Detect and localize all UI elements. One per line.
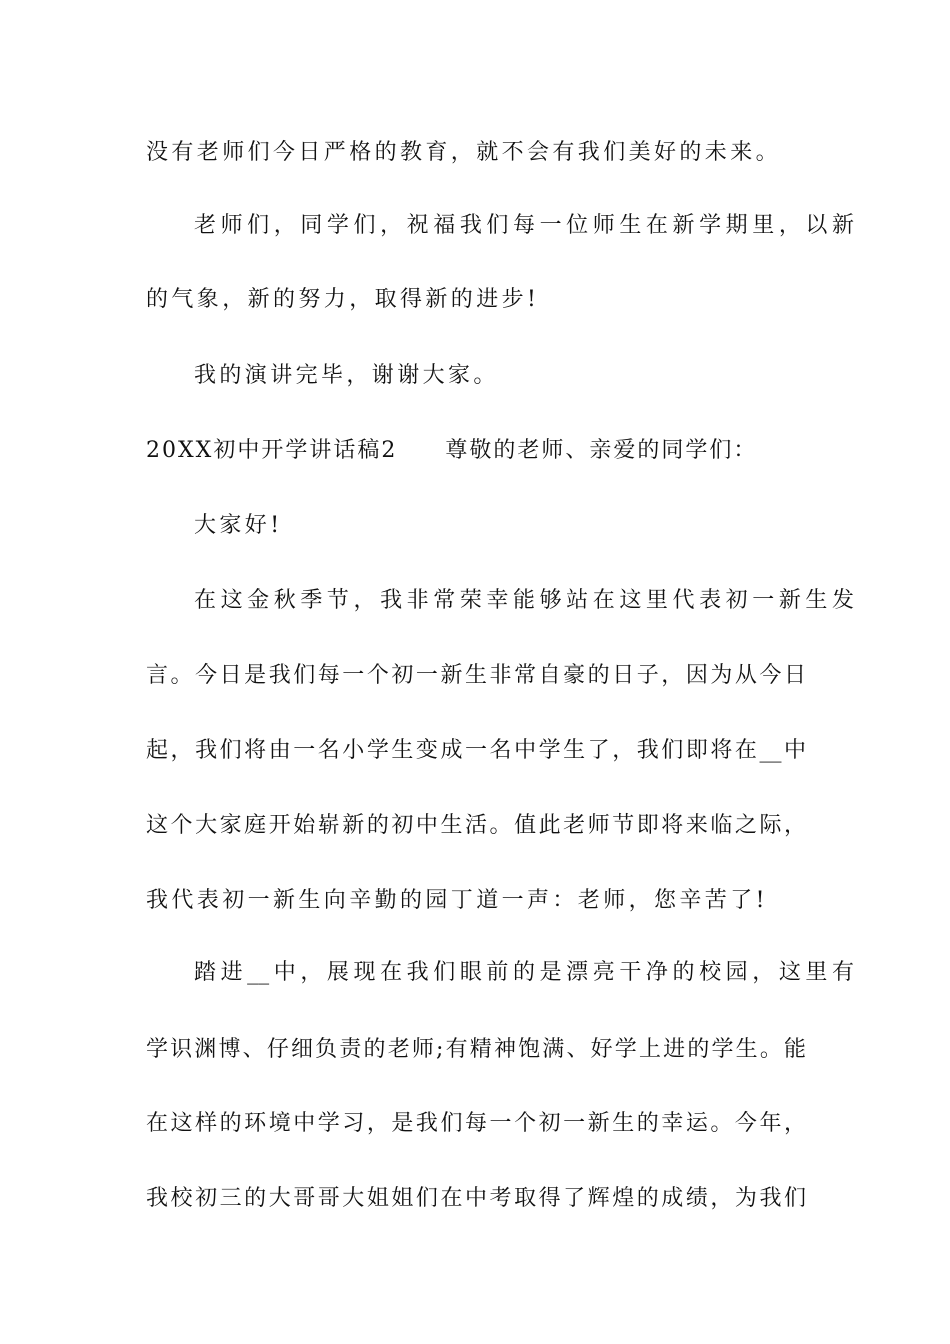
paragraph-line: 我校初三的大哥哥大姐姐们在中考取得了辉煌的成绩，为我们: [146, 1186, 806, 1211]
paragraph-line: 大家好!: [194, 513, 283, 538]
paragraph-line: 老师们，同学们，祝福我们每一位师生在新学期里，以新: [194, 213, 854, 238]
paragraph-line: 在这金秋季节，我非常荣幸能够站在这里代表初一新生发: [194, 588, 854, 613]
section-heading: [146, 436, 806, 466]
paragraph-line: 在这样的环境中学习，是我们每一个初一新生的幸运。今年，: [146, 1111, 806, 1136]
paragraph-line: 踏进__中，展现在我们眼前的是漂亮干净的校园，这里有: [194, 960, 854, 985]
paragraph-line: 我代表初一新生向辛勤的园丁道一声：老师，您辛苦了!: [146, 888, 768, 913]
heading-salutation: 尊敬的老师、亲爱的同学们：: [445, 438, 758, 463]
paragraph-line: 言。今日是我们每一个初一新生非常自豪的日子，因为从今日: [146, 663, 806, 688]
heading-title: 20XX初中开学讲话稿2: [146, 438, 398, 463]
paragraph-line: 学识渊博、仔细负责的老师;有精神饱满、好学上进的学生。能: [146, 1037, 806, 1062]
paragraph-line: 起，我们将由一名小学生变成一名中学生了，我们即将在__中: [146, 738, 806, 763]
paragraph-line: 这个大家庭开始崭新的初中生活。值此老师节即将来临之际，: [146, 813, 806, 838]
paragraph-line: 的气象，新的努力，取得新的进步!: [146, 287, 540, 312]
paragraph-line: 我的演讲完毕，谢谢大家。: [194, 363, 499, 388]
paragraph-line: 没有老师们今日严格的教育，就不会有我们美好的未来。: [146, 140, 782, 165]
